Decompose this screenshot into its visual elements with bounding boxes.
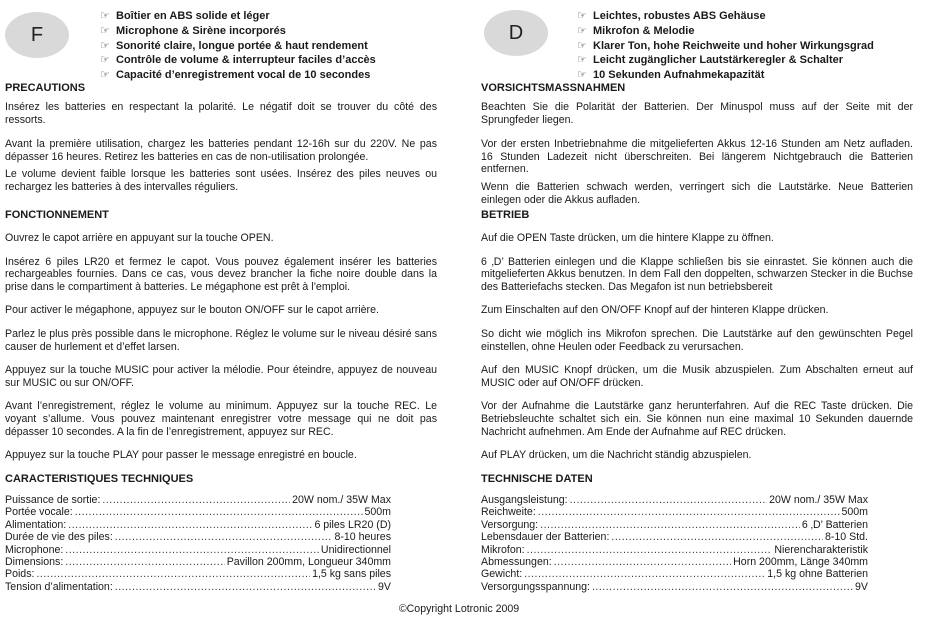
spec-row: Alimentation: ..... 6 piles LR20 (D) (5, 519, 391, 531)
spec-row: Tension d’alimentation: ..... 9V (5, 581, 391, 593)
spec-row: Dimensions: ..... Pavillon 200mm, Longueur 340mm (5, 556, 391, 568)
leader-dots (554, 556, 731, 569)
paragraph: Avant l’enregistrement, réglez le volume au minimum. Appuyez sur la touche REC. Le voyant s’allume. Vous pouvez maintenant enregistrer votre message qui ne doit pas dépasser 10 secondes. A la fin de l’enregistrement, appuyez sur REC. (5, 400, 437, 438)
spec-row: Puissance de sortie: ..... 20W nom./ 35W Max (5, 494, 391, 506)
section-heading: FONCTIONNEMENT (5, 209, 109, 221)
specs-section-de (481, 473, 868, 593)
paragraph: 6 ‚D’ Batterien einlegen und die Klappe schließen bis sie einrastet. Sie können auch die mitgelieferten Akkus benutzen. In dem Fall den doppelten, schwarzen Stecker in die Buchse des Batteriefachs stecken. Das Megafon ist nun betriebsbereit (481, 255, 913, 293)
spec-list-fr (5, 494, 391, 593)
leader-dots (592, 581, 853, 594)
paragraph: Auf den MUSIC Knopf drücken, um die Musik abzuspielen. Zum Abschalten erneut auf MUSIC oder auf ON/OFF drücken. (481, 364, 913, 389)
spec-row: Durée de vie des piles: ..... 8-10 heures (5, 531, 391, 543)
feature-item: ☞ Microphone & Sirène incorporés (100, 24, 286, 37)
language-badge-de: D (484, 10, 548, 56)
leader-dots (540, 519, 800, 532)
paragraph: Ouvrez le capot arrière en appuyant sur la touche OPEN. (5, 232, 274, 244)
feature-item: ☞ Leicht zugänglicher Lautstärkeregler & Schalter (577, 54, 844, 67)
leader-dots (115, 531, 333, 544)
leader-dots (68, 519, 312, 532)
feature-list-de (577, 9, 874, 83)
feature-item: ☞ Leichtes, robustes ABS Gehäuse (577, 10, 766, 22)
precautions-section-fr (5, 82, 437, 194)
language-badge-fr: F (5, 12, 69, 58)
feature-item: ☞ 10 Sekunden Aufnahmekapazität (577, 69, 765, 82)
paragraph: Avant la première utilisation, chargez les batteries pendant 12-16h sur du 220V. Ne pas dépasser 16 heures. Retirez les batteries en cas de non-utilisation prolongée. (5, 138, 437, 163)
paragraph: Wenn die Batterien schwach werden, verringert sich die Lautstärke. Neue Batterien einlegen oder die Akkus aufladen. (481, 180, 913, 206)
leader-dots (611, 531, 823, 544)
pointing-hand-icon: ☞ (100, 10, 110, 22)
pointing-hand-icon: ☞ (577, 10, 587, 22)
operation-section-fr (5, 209, 437, 462)
paragraph: Vor der Aufnahme die Lautstärke ganz herunterfahren. Auf die REC Taste drücken. Die Betriebsleuchte schaltet sich ein. Sie können nun eine maximal 10 Sekunden dauernde Nachricht aufnehmen. Am Ende der Aufnahme auf REC drücken. (481, 400, 913, 438)
paragraph: Beachten Sie die Polarität der Batterien. Der Minuspol muss auf der Seite mit der Sprungfeder liegen. (481, 101, 913, 126)
leader-dots (527, 544, 773, 557)
leader-dots (538, 506, 840, 519)
paragraph: Parlez le plus près possible dans le microphone. Réglez le volume sur le niveau désiré sans causer de hurlement et d’effet larsen. (5, 327, 437, 353)
pointing-hand-icon: ☞ (577, 69, 587, 82)
pointing-hand-icon: ☞ (577, 39, 587, 52)
paragraph: Auf PLAY drücken, um die Nachricht ständig abzuspielen. (481, 449, 752, 462)
leader-dots (102, 494, 290, 507)
pointing-hand-icon: ☞ (100, 24, 110, 37)
section-heading: BETRIEB (481, 209, 530, 221)
leader-dots (570, 494, 768, 507)
leader-dots (65, 556, 224, 569)
spec-row: Versorgungsspannung: ..... 9V (481, 581, 868, 593)
leader-dots (75, 506, 363, 519)
feature-item: ☞ Mikrofon & Melodie (577, 24, 695, 37)
spec-list-de (481, 494, 868, 593)
paragraph: Appuyez sur la touche PLAY pour passer le message enregistré en boucle. (5, 449, 357, 462)
spec-row: Portée vocale: ..... 500m (5, 506, 391, 518)
spec-row: Reichweite: ..... 500m (481, 506, 868, 518)
spec-row: Lebensdauer der Batterien: ..... 8-10 Std. (481, 531, 868, 543)
spec-row: Microphone: ..... Unidirectionnel (5, 544, 391, 556)
operation-section-de (481, 209, 913, 462)
spec-row: Poids: ..... 1,5 kg sans piles (5, 568, 391, 580)
paragraph: So dicht wie möglich ins Mikrofon sprechen. Die Lautstärke auf den gewünschten Pegel einstellen, ohne Heulen oder Feedback zu verursachen. (481, 327, 913, 353)
leader-dots (65, 544, 319, 557)
spec-row: Gewicht: ..... 1,5 kg ohne Batterien (481, 568, 868, 580)
section-heading: VORSICHTSMASSNAHMEN (481, 82, 626, 94)
paragraph: Auf die OPEN Taste drücken, um die hintere Klappe zu öffnen. (481, 232, 774, 244)
pointing-hand-icon: ☞ (100, 69, 110, 82)
spec-row: Mikrofon: ..... Nierencharakteristik (481, 544, 868, 556)
paragraph: Zum Einschalten auf den ON/OFF Knopf auf der hinteren Klappe drücken. (481, 304, 829, 317)
paragraph: Appuyez sur la touche MUSIC pour activer la mélodie. Pour éteindre, appuyez de nouveau sur MUSIC ou sur ON/OFF. (5, 364, 437, 389)
feature-item: ☞ Contrôle de volume & interrupteur faciles d’accès (100, 54, 376, 67)
pointing-hand-icon: ☞ (100, 39, 110, 52)
feature-item: ☞ Klarer Ton, hohe Reichweite und hoher Wirkungsgrad (577, 39, 874, 52)
specs-section-fr (5, 473, 391, 593)
feature-item: ☞ Boîtier en ABS solide et léger (100, 10, 270, 22)
pointing-hand-icon: ☞ (577, 54, 587, 67)
paragraph: Insérez les batteries en respectant la polarité. Le négatif doit se trouver du côté des ressorts. (5, 101, 437, 126)
leader-dots (115, 581, 376, 594)
section-heading: TECHNISCHE DATEN (481, 473, 593, 485)
copyright-footer: ©Copyright Lotronic 2009 (398, 603, 520, 615)
feature-item: ☞ Capacité d’enregistrement vocal de 10 secondes (100, 69, 371, 82)
feature-list-fr (100, 9, 376, 83)
spec-row: Versorgung: ..... 6 ‚D’ Batterien (481, 519, 868, 531)
spec-row: Abmessungen: ..... Horn 200mm, Länge 340mm (481, 556, 868, 568)
section-heading: PRECAUTIONS (5, 82, 86, 94)
pointing-hand-icon: ☞ (577, 24, 587, 37)
paragraph: Insérez 6 piles LR20 et fermez le capot. Vous pouvez également insérer les batteries rechargeables fournies. Dans ce cas, vous devez brancher la fiche noire double dans la prise dans le compartiment à batteries. Le mégaphone est prêt à l’emploi. (5, 255, 437, 293)
paragraph: Vor der ersten Inbetriebnahme die mitgelieferten Akkus 12-16 Stunden am Netz aufladen. 16 Stunden Ladezeit nicht überschreiten. Bei längerem Nichtgebrauch die Batterien entfernen. (481, 138, 913, 176)
section-heading: CARACTERISTIQUES TECHNIQUES (5, 473, 194, 485)
pointing-hand-icon: ☞ (100, 54, 110, 67)
paragraph: Le volume devient faible lorsque les batteries sont usées. Insérez des piles neuves ou rechargez les batteries à des intervalles réguliers. (5, 168, 437, 193)
leader-dots (36, 568, 310, 581)
spec-row: Ausgangsleistung: ..... 20W nom./ 35W Max (481, 494, 868, 506)
leader-dots (524, 568, 765, 581)
precautions-section-de (481, 82, 913, 206)
paragraph: Pour activer le mégaphone, appuyez sur le bouton ON/OFF sur le capot arrière. (5, 304, 379, 317)
feature-item: ☞ Sonorité claire, longue portée & haut rendement (100, 39, 368, 52)
